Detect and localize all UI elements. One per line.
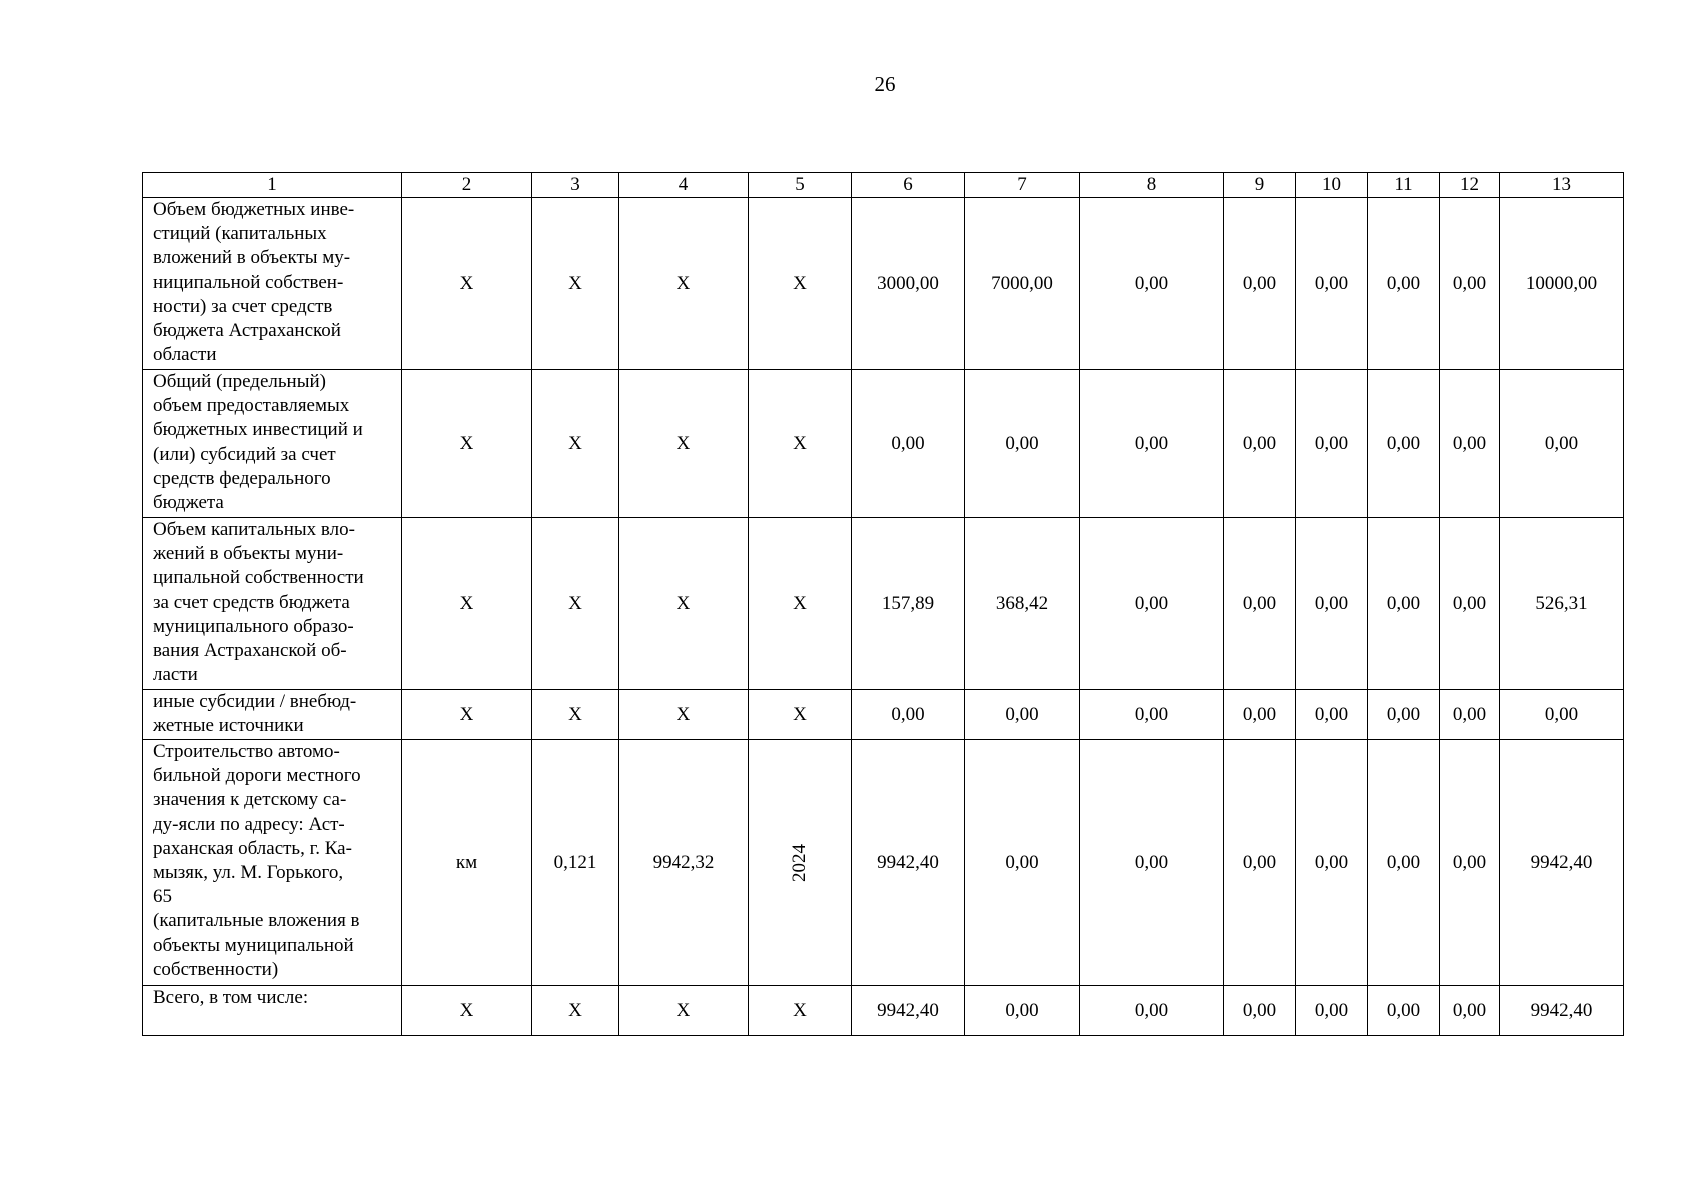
row-name-line: 65 — [153, 886, 172, 908]
table-row — [143, 198, 1624, 370]
column-number: 4 — [619, 173, 749, 198]
table-cell: 0,00 — [1296, 740, 1368, 986]
table-cell: 0,00 — [1296, 198, 1368, 370]
column-number: 12 — [1440, 173, 1500, 198]
row-name-line: Объем капитальных вло- — [153, 519, 355, 540]
table-cell: X — [619, 370, 749, 518]
table-cell: 0,00 — [1224, 198, 1296, 370]
row-name-line: бюджета Астраханской — [153, 320, 341, 342]
table-cell: 0,00 — [1368, 690, 1440, 740]
column-number-row — [143, 173, 1624, 198]
table-cell: 368,42 — [965, 518, 1080, 690]
row-name-line: объекты муниципальной — [153, 934, 354, 956]
table-cell: 0,00 — [965, 690, 1080, 740]
row-name-line: Общий (предельный) — [153, 371, 326, 392]
row-name-cell — [143, 518, 402, 690]
row-name-line: Всего, в том числе: — [153, 987, 309, 1008]
table-cell: 10000,00 — [1500, 198, 1624, 370]
table-row — [143, 740, 1624, 986]
table-cell: 0,00 — [1080, 986, 1224, 1036]
row-name-line: бильной дороги местного — [153, 765, 361, 787]
row-name-line: Строительство автомо- — [153, 741, 340, 762]
table-cell: 0,00 — [852, 690, 965, 740]
row-name-cell — [143, 198, 402, 370]
row-name-cell — [143, 690, 402, 740]
table-row — [143, 518, 1624, 690]
table-cell: 9942,40 — [1500, 740, 1624, 986]
row-name-cell — [143, 740, 402, 986]
table-cell: 0,00 — [965, 986, 1080, 1036]
row-name-line: Объем бюджетных инве- — [153, 199, 355, 220]
column-number: 2 — [402, 173, 532, 198]
row-name-line: мызяк, ул. М. Горького, — [153, 862, 344, 884]
page-number: 26 — [874, 72, 896, 96]
table-cell: 0,00 — [1440, 198, 1500, 370]
table-cell: 0,00 — [1368, 986, 1440, 1036]
table-cell: X — [532, 986, 619, 1036]
table-cell: X — [619, 986, 749, 1036]
table-cell: X — [749, 986, 852, 1036]
budget-table — [142, 172, 1624, 1036]
table-cell: 7000,00 — [965, 198, 1080, 370]
table-cell: X — [402, 690, 532, 740]
row-name-line: раханская область, г. Ка- — [153, 837, 352, 859]
row-name-line: объем предоставляемых — [153, 395, 350, 417]
table-cell: 9942,40 — [852, 986, 965, 1036]
row-name-line: бюджета — [153, 492, 224, 514]
table-cell: 0,00 — [1440, 370, 1500, 518]
table-cell: 0,00 — [1440, 986, 1500, 1036]
table-cell: X — [532, 370, 619, 518]
table-cell: 0,00 — [1440, 518, 1500, 690]
row-name-line: стиций (капитальных — [153, 223, 327, 245]
table-cell: X — [749, 518, 852, 690]
row-name-line: ниципальной собствен- — [153, 271, 344, 293]
column-number: 11 — [1368, 173, 1440, 198]
table-cell: 0,00 — [1224, 986, 1296, 1036]
table-cell: X — [532, 198, 619, 370]
column-number: 10 — [1296, 173, 1368, 198]
table-cell: 0,00 — [1080, 690, 1224, 740]
table-cell: 0,00 — [1368, 740, 1440, 986]
row-name-cell — [143, 370, 402, 518]
table-cell: X — [619, 518, 749, 690]
table-cell: 0,00 — [1296, 690, 1368, 740]
row-name-cell — [143, 986, 402, 1036]
row-name-line: области — [153, 344, 217, 366]
row-name-line: жетные источники — [153, 715, 304, 737]
table-cell: X — [749, 690, 852, 740]
column-number: 1 — [143, 173, 402, 198]
row-name-line: ласти — [153, 664, 198, 686]
table-cell: X — [402, 198, 532, 370]
table-cell: 0,00 — [1440, 690, 1500, 740]
row-name-line: средств федерального — [153, 467, 331, 489]
table-cell: км — [402, 740, 532, 986]
table-cell: X — [532, 518, 619, 690]
row-name-line: вания Астраханской об- — [153, 640, 347, 662]
table-cell: X — [749, 198, 852, 370]
table-cell: 9942,40 — [852, 740, 965, 986]
table-cell: 9942,32 — [619, 740, 749, 986]
row-name-line: жений в объекты муни- — [153, 543, 344, 565]
table-cell: 0,00 — [1080, 518, 1224, 690]
table-row — [143, 370, 1624, 518]
table-cell: 0,00 — [1368, 518, 1440, 690]
column-number: 5 — [749, 173, 852, 198]
table-cell: 0,00 — [1368, 198, 1440, 370]
table-cell: 3000,00 — [852, 198, 965, 370]
row-name-line: (или) субсидий за счет — [153, 443, 336, 465]
table-cell: 9942,40 — [1500, 986, 1624, 1036]
row-name-line: ду-ясли по адресу: Аст- — [153, 813, 345, 835]
table-cell: 0,00 — [1224, 518, 1296, 690]
table-cell: X — [749, 370, 852, 518]
row-name-line: значения к детскому са- — [153, 789, 347, 811]
row-name-line: (капитальные вложения в — [153, 910, 360, 932]
row-name-line: собственности) — [153, 958, 279, 980]
table-cell: X — [402, 518, 532, 690]
column-number: 9 — [1224, 173, 1296, 198]
table-cell: 0,00 — [1224, 740, 1296, 986]
column-number: 8 — [1080, 173, 1224, 198]
table-cell: 526,31 — [1500, 518, 1624, 690]
table-cell: 0,00 — [852, 370, 965, 518]
table-cell: 0,00 — [1440, 740, 1500, 986]
table-cell: 0,00 — [965, 740, 1080, 986]
table-cell: 0,00 — [1500, 370, 1624, 518]
row-name-line: ципальной собственности — [153, 567, 364, 589]
table-row — [143, 690, 1624, 740]
table-cell: 0,00 — [1296, 518, 1368, 690]
table-cell: X — [619, 690, 749, 740]
table-cell: 0,00 — [1080, 740, 1224, 986]
table-cell: X — [402, 986, 532, 1036]
table-cell: X — [532, 690, 619, 740]
column-number: 13 — [1500, 173, 1624, 198]
row-name-line: за счет средств бюджета — [153, 591, 350, 613]
row-name-line: вложений в объекты му- — [153, 247, 351, 269]
table-cell: 0,00 — [1296, 370, 1368, 518]
table-cell: 0,00 — [965, 370, 1080, 518]
table-row — [143, 986, 1624, 1036]
year-vertical-text: 2024 — [789, 843, 810, 882]
table-cell: 0,00 — [1224, 370, 1296, 518]
table-cell: X — [402, 370, 532, 518]
row-name-line: иные субсидии / внебюд- — [153, 691, 357, 712]
table-cell: 0,00 — [1296, 986, 1368, 1036]
row-name-line: муниципального образо- — [153, 615, 354, 637]
row-name-line: ности) за счет средств — [153, 295, 333, 317]
table-cell: 0,00 — [1224, 690, 1296, 740]
column-number: 6 — [852, 173, 965, 198]
table-cell: 0,00 — [1500, 690, 1624, 740]
table-cell: 157,89 — [852, 518, 965, 690]
table-cell: 0,00 — [1080, 198, 1224, 370]
column-number: 7 — [965, 173, 1080, 198]
year-cell — [749, 740, 852, 986]
column-number: 3 — [532, 173, 619, 198]
table-cell: 0,00 — [1368, 370, 1440, 518]
table-cell: 0,121 — [532, 740, 619, 986]
table-cell: X — [619, 198, 749, 370]
row-name-line: бюджетных инвестиций и — [153, 419, 363, 441]
table-cell: 0,00 — [1080, 370, 1224, 518]
